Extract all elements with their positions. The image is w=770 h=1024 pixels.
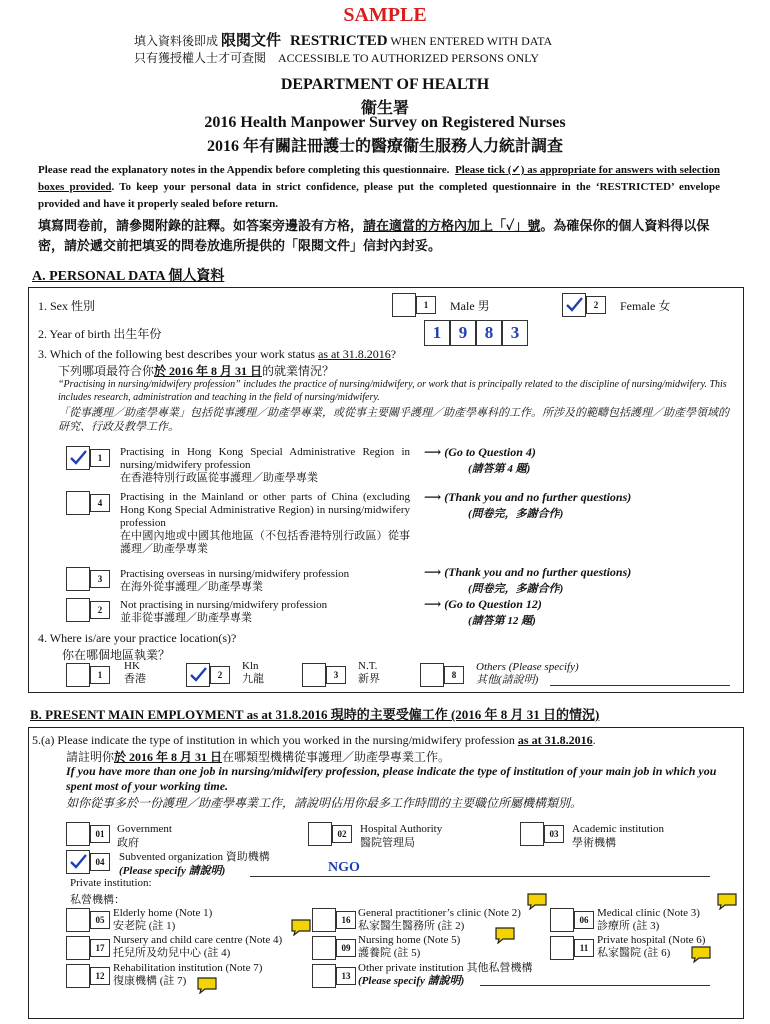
section-a-title: A. PERSONAL DATA 個人資料 xyxy=(32,269,225,284)
q3-opt3-box[interactable] xyxy=(66,567,90,591)
q4-hk-num: 1 xyxy=(90,666,110,684)
inst-13-cn: (Please specify 請說明) xyxy=(358,975,465,987)
inst-16-box[interactable] xyxy=(312,908,336,932)
q3-note-en: “Practising in nursing/midwifery profession” includes the practice of nursing/midwifery, or work that is principally related to the discipline of nursing/midwifery. This includes research, administration and teaching in the field of nursing/midwifery. xyxy=(58,379,727,403)
inst-13-num: 13 xyxy=(336,967,356,985)
inst-12-en: Rehabilitation institution (Note 7) xyxy=(113,962,263,974)
instr-en-b: Please tick (✓) as appropriate for answers with selection boxes provided xyxy=(38,164,720,193)
instructions-cn xyxy=(38,216,728,256)
q4-nt-box[interactable] xyxy=(302,663,326,687)
year-digit-3[interactable]: 8 xyxy=(476,320,502,346)
q3-opt2-goto-text: (Thank you and no further questions) xyxy=(444,490,632,504)
inst-06-label xyxy=(597,907,700,933)
q4-others-label xyxy=(476,661,579,687)
q3-opt4-text xyxy=(120,599,410,625)
restricted-label: RESTRICTED xyxy=(290,33,388,49)
inst-06-cn: 診療所 (註 3) xyxy=(597,920,660,932)
inst-09-box[interactable] xyxy=(312,936,336,960)
q1-male-label: Male 男 xyxy=(450,299,490,313)
q5-note: If you have more than one job in nursing/midwifery profession, please indicate the type of institution of your main job in which you spent most of your working time. xyxy=(66,764,717,793)
inst-acad-num: 03 xyxy=(544,825,564,843)
inst-ha-box[interactable] xyxy=(308,822,332,846)
inst-06-en: Medical clinic (Note 3) xyxy=(597,907,700,919)
q4-others-cn: 其他(請說明) xyxy=(476,674,539,686)
inst-05-num: 05 xyxy=(90,911,110,929)
q1-female-label: Female 女 xyxy=(620,299,671,313)
q4-label-cn: 你在哪個地區執業？ xyxy=(62,648,171,662)
year-digit-2[interactable]: 9 xyxy=(450,320,476,346)
q3-cn-b: 於 2016 年 8 月 31 日 xyxy=(154,364,263,378)
comment-bubble-icon[interactable] xyxy=(716,892,738,910)
inst-gov-label xyxy=(117,822,172,850)
inst-subv-num: 04 xyxy=(90,853,110,871)
arrow-right-icon: ⟶ xyxy=(424,565,442,579)
q3-opt4-goto-text: (Go to Question 12) xyxy=(444,597,542,611)
inst-09-cn: 護養院 (註 5) xyxy=(358,947,421,959)
q4-kln-num: 2 xyxy=(210,666,230,684)
inst-06-box[interactable] xyxy=(550,908,574,932)
q3-opt3-cn: 在海外從事護理／助產學專業 xyxy=(120,581,263,593)
q3-opt3-num: 3 xyxy=(90,570,110,588)
inst-subv-specify: (Please specify 請說明) xyxy=(119,865,226,877)
q3-cn-c: 的就業情況？ xyxy=(262,364,335,378)
inst-12-num: 12 xyxy=(90,967,110,985)
q3-opt1-goto-text: (Go to Question 4) xyxy=(444,445,536,459)
comment-bubble-icon[interactable] xyxy=(690,945,712,963)
q1-male-num: 1 xyxy=(416,296,436,314)
inst-13-box[interactable] xyxy=(312,964,336,988)
comment-bubble-icon[interactable] xyxy=(290,918,312,936)
section-b-title: B. PRESENT MAIN EMPLOYMENT as at 31.8.2016 現時的主要受僱工作 (2016 年 8 月 31 日的情況) xyxy=(30,707,600,722)
inst-05-cn: 安老院 (註 1) xyxy=(113,920,176,932)
inst-13-input[interactable] xyxy=(480,985,710,986)
checkmark-icon xyxy=(67,851,89,873)
inst-12-box[interactable] xyxy=(66,964,90,988)
inst-05-en: Elderly home (Note 1) xyxy=(113,907,213,919)
restricted-notice xyxy=(134,33,754,67)
q3-opt4-box[interactable] xyxy=(66,598,90,622)
q3-label xyxy=(38,347,396,362)
inst-subv-cn: 資助機構 xyxy=(225,851,270,863)
inst-gov-cn: 政府 xyxy=(117,837,139,849)
q3-label-c: ? xyxy=(390,347,397,361)
year-digit-4[interactable]: 3 xyxy=(502,320,528,346)
q3-label-b: as at 31.8.2016 xyxy=(318,347,391,361)
dept-title-cn: 衞生署 xyxy=(360,100,409,117)
inst-11-en: Private hospital (Note 6) xyxy=(597,934,706,946)
q5-label xyxy=(32,733,596,748)
instr-en-c: . To keep your personal data in strict confidence, please put the completed questionnaire in the ‘RESTRICTED’ envelope provided and have it properly sealed before return. xyxy=(38,181,720,210)
inst-ha-cn: 醫院管理局 xyxy=(360,837,415,849)
checkmark-icon xyxy=(563,294,585,316)
q4-nt-en: N.T. xyxy=(358,660,378,672)
inst-05-box[interactable] xyxy=(66,908,90,932)
comment-bubble-icon[interactable] xyxy=(526,892,548,910)
inst-subv-en: Subvented organization xyxy=(119,851,223,863)
inst-16-cn: 私家醫生醫務所 (註 2) xyxy=(358,920,465,932)
inst-16-en: General practitioner’s clinic (Note 2) xyxy=(358,907,521,919)
when-entered: WHEN ENTERED WITH DATA xyxy=(390,34,553,48)
q4-hk-box[interactable] xyxy=(66,663,90,687)
q3-opt4-en: Not practising in nursing/midwifery profession xyxy=(120,599,328,611)
q3-opt4-num: 2 xyxy=(90,601,110,619)
inst-16-num: 16 xyxy=(336,911,356,929)
q4-others-en: Others (Please specify) xyxy=(476,661,579,673)
q3-cn-a: 下列哪項最符合你 xyxy=(58,364,155,378)
instr-cn-b: 請在適當的方格內加上「✓」號 xyxy=(363,218,541,233)
q4-hk-label xyxy=(124,660,146,686)
q3-opt4-cn: 並非從事護理／助產學專業 xyxy=(120,612,252,624)
inst-17-en: Nursery and child care centre (Note 4) xyxy=(113,934,283,946)
inst-17-cn: 托兒所及幼兒中心 (註 4) xyxy=(113,947,231,959)
inst-11-box[interactable] xyxy=(550,936,574,960)
checkmark-icon xyxy=(67,447,89,469)
instr-cn-a: 填寫問卷前，請參閱附錄的註釋。如答案旁邊設有方格， xyxy=(38,218,364,233)
q3-opt1-goto-cn: (請答第 4 題) xyxy=(468,463,531,475)
q3-opt1-cn: 在香港特別行政區從事護理／助產學專業 xyxy=(120,472,318,484)
q3-opt1-en: Practising in Hong Kong Special Administrative Region in nursing/midwifery profession xyxy=(120,446,410,471)
cn-line2: 只有獲授權人士才可查閱 xyxy=(134,51,267,65)
q3-opt3-goto-text: (Thank you and no further questions) xyxy=(444,565,632,579)
sample-watermark: SAMPLE xyxy=(343,4,427,26)
q3-opt2-cn: 在中國內地或中國其他地區（不包括香港特別行政區）從事護理／助產學專業 xyxy=(120,530,410,555)
q2-label: 2. Year of birth 出生年份 xyxy=(38,327,162,341)
inst-subv-answer[interactable]: NGO xyxy=(328,860,360,875)
inst-09-label xyxy=(358,934,460,960)
q3-opt1-goto xyxy=(424,445,536,476)
q4-others-input[interactable] xyxy=(550,685,730,686)
q4-hk-cn: 香港 xyxy=(124,673,146,685)
q4-label: 4. Where is/are your practice location(s)? xyxy=(38,631,237,645)
inst-acad-en: Academic institution xyxy=(572,823,664,835)
q4-kln-cn: 九龍 xyxy=(242,673,264,685)
cn-restricted: 限閱文件 xyxy=(221,33,282,49)
inst-12-label xyxy=(113,962,262,988)
q3-opt4-goto-cn: (請答第 12 題) xyxy=(468,615,536,627)
inst-13-en: Other private institution 其他私營機構 xyxy=(358,962,533,974)
comment-bubble-icon[interactable] xyxy=(196,976,218,994)
q3-opt3-text xyxy=(120,568,410,594)
q3-label-cn xyxy=(58,362,334,379)
q1-male-box[interactable] xyxy=(392,293,416,317)
instructions-en xyxy=(38,162,720,213)
year-digit-1[interactable]: 1 xyxy=(424,320,450,346)
q4-others-num: 8 xyxy=(444,666,464,684)
inst-06-num: 06 xyxy=(574,911,594,929)
q3-opt2-goto xyxy=(424,490,631,521)
survey-title-cn: 2016 年有關註冊護士的醫療衞生服務人力統計調查 xyxy=(206,138,563,155)
q3-opt2-en: Practising in the Mainland or other parts of China (excluding Hong Kong Special Administrative Region) in nursing/midwifery profession xyxy=(120,491,410,529)
inst-05-label xyxy=(113,907,212,933)
instr-cn-c: 。為確保你的個人資料得以保密，請於遞交前把填妥的問卷放進所提供的「限閱文件」信封內封妥。 xyxy=(38,218,710,253)
q4-kln-en: Kln xyxy=(242,660,259,672)
arrow-right-icon: ⟶ xyxy=(424,445,442,459)
q4-others-box[interactable] xyxy=(420,663,444,687)
q4-nt-cn: 新界 xyxy=(358,673,380,685)
q4-nt-num: 3 xyxy=(326,666,346,684)
arrow-right-icon: ⟶ xyxy=(424,597,442,611)
inst-subv-label xyxy=(119,850,270,878)
q3-note-cn: 「從事護理／助產學專業」包括從事護理／助產學專業，或從事主要關乎護理／助產學專科的工作。所涉及的範疇包括護理／助產學領域的研究、行政及教學工作。 xyxy=(58,407,729,433)
inst-17-label xyxy=(113,934,282,960)
q5-label-b: as at 31.8.2016 xyxy=(517,733,593,747)
inst-ha-en: Hospital Authority xyxy=(360,823,443,835)
inst-09-en: Nursing home (Note 5) xyxy=(358,934,461,946)
q5-cn-c: 在哪類型機構從事護理／助產學專業工作。 xyxy=(222,750,451,764)
inst-gov-box[interactable] xyxy=(66,822,90,846)
q3-opt1-num: 1 xyxy=(90,449,110,467)
q3-opt4-goto xyxy=(424,597,542,628)
inst-acad-box[interactable] xyxy=(520,822,544,846)
q3-opt3-goto xyxy=(424,565,631,596)
inst-gov-en: Government xyxy=(117,823,172,835)
inst-09-num: 09 xyxy=(336,939,356,957)
q5-label-cn xyxy=(66,748,450,765)
q4-nt-label xyxy=(358,660,380,686)
q3-opt2-num: 4 xyxy=(90,494,110,512)
q4-hk-en: HK xyxy=(124,660,140,672)
instr-en-a: Please read the explanatory notes in the Appendix before completing this questionnaire. xyxy=(38,164,450,176)
inst-subv-input-line xyxy=(250,876,710,877)
q5-cn-a: 請註明你 xyxy=(66,750,115,764)
accessible-label: ACCESSIBLE TO AUTHORIZED PERSONS ONLY xyxy=(278,51,540,65)
inst-17-num: 17 xyxy=(90,939,110,957)
private-label: Private institution: xyxy=(70,877,152,889)
inst-ha-label xyxy=(360,822,442,850)
q3-opt1-text xyxy=(120,446,410,485)
q1-label: 1. Sex 性別 xyxy=(38,299,96,313)
inst-11-num: 11 xyxy=(574,939,594,957)
q5-note-cn: 如你從事多於一份護理／助產學專業工作，請說明佔用你最多工作時間的主要職位所屬機構類別。 xyxy=(66,796,583,810)
inst-acad-label xyxy=(572,822,664,850)
q5-cn-b: 於 2016 年 8 月 31 日 xyxy=(114,750,223,764)
inst-17-box[interactable] xyxy=(66,936,90,960)
comment-bubble-icon[interactable] xyxy=(494,926,516,944)
q4-kln-label xyxy=(242,660,264,686)
cn-line1: 填入資料後即成 xyxy=(134,34,219,48)
q3-opt3-en: Practising overseas in nursing/midwifery profession xyxy=(120,568,350,580)
inst-11-cn: 私家醫院 (註 6) xyxy=(597,947,671,959)
private-label-cn: 私營機構： xyxy=(70,894,125,906)
q3-opt2-box[interactable] xyxy=(66,491,90,515)
inst-ha-num: 02 xyxy=(332,825,352,843)
q3-opt2-text xyxy=(120,491,410,556)
q3-opt3-goto-cn: (問卷完，多謝合作) xyxy=(468,583,564,595)
dept-title: DEPARTMENT OF HEALTH xyxy=(280,76,490,93)
survey-title: 2016 Health Manpower Survey on Registered Nurses xyxy=(204,114,566,131)
checkmark-icon xyxy=(187,664,209,686)
inst-12-cn: 復康機構 (註 7) xyxy=(113,975,187,987)
q5-label-c: . xyxy=(592,733,596,747)
q5-label-a: 5.(a) Please indicate the type of institution in which you worked in the nursing/midwifery profession xyxy=(32,733,518,747)
q3-opt2-goto-cn: (問卷完，多謝合作) xyxy=(468,508,564,520)
q3-label-a: 3. Which of the following best describes your work status xyxy=(38,347,319,361)
arrow-right-icon: ⟶ xyxy=(424,490,442,504)
q1-female-num: 2 xyxy=(586,296,606,314)
inst-acad-cn: 學術機構 xyxy=(572,837,616,849)
inst-gov-num: 01 xyxy=(90,825,110,843)
